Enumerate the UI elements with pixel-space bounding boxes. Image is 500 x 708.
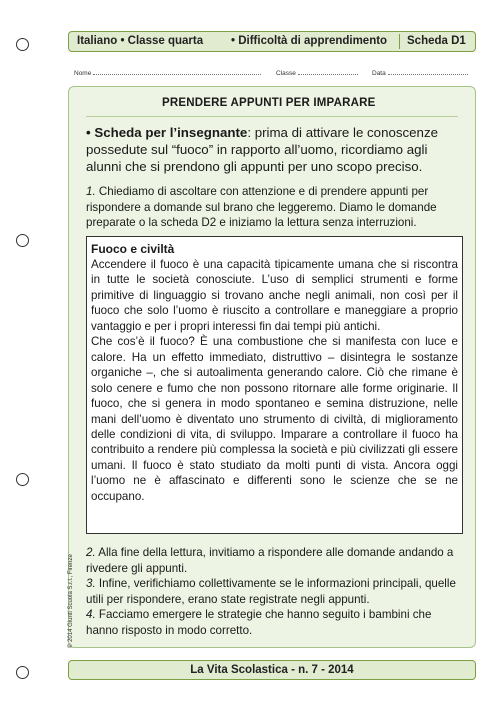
reading-title: Fuoco e civiltà (91, 242, 175, 256)
class-field[interactable] (298, 68, 358, 75)
reading-box (86, 236, 463, 534)
name-label: Nome (74, 70, 92, 77)
class-label: Classe (276, 70, 296, 77)
teacher-note-label: • Scheda per l’insegnante (86, 125, 248, 140)
step-text: Alla fine della lettura, invitiamo a rispondere alle domande andando a rivedere gli appunti. (86, 546, 454, 575)
binder-hole (16, 666, 29, 679)
header-bar (68, 31, 476, 52)
step-text: Chiediamo di ascoltare con attenzione e di prendere appunti per rispondere a domande sul brano che leggeremo. Diamo le domande preparate o la scheda D2 e iniziamo la lettura senza interruzioni. (86, 185, 437, 229)
date-label: Data (372, 70, 386, 77)
name-field[interactable] (93, 68, 261, 75)
footer-text: La Vita Scolastica - n. 7 - 2014 (190, 664, 354, 676)
step-text: Infine, verifichiamo collettivamente se le informazioni principali, quelle utili per rispondere, erano state registrate negli appunti. (86, 577, 456, 606)
step-text: Facciamo emergere le strategie che hanno seguito i bambini che hanno risposto in modo corretto. (86, 608, 432, 637)
sheet-label: Scheda D1 (407, 35, 466, 47)
header-subject: Italiano • Classe quarta (77, 35, 204, 47)
step-number: 1. (86, 185, 96, 198)
date-field[interactable] (388, 68, 468, 75)
step-3 (86, 576, 464, 607)
binder-hole (16, 234, 29, 247)
title-divider (86, 116, 458, 117)
class-field-row (276, 68, 358, 77)
name-field-row (74, 68, 261, 77)
reading-paragraph-1: Accendere il fuoco è una capacità tipicamente umana che si riscontra in tutte le società conosciute. L’uso di semplici strumenti e forme primitive di linguaggio si trovano anche negli animali, non così per il fuoco che solo l’uomo è riuscito a controllare e maneggiare a proprio vantaggio e per i propri interessi fin dai tempi più antichi. (91, 258, 458, 333)
reading-paragraph-2: Che cos’è il fuoco? È una combustione che si manifesta con luce e calore. Ha un effetto immediato, distruttivo – disintegra le sostanze organiche –, che si autoalimenta generando calore. Ciò che rimane è solo cenere e fumo che non possono ritornare alle forme originarie. Il fuoco, che si genera in modo spontaneo e semina distruzione, nelle mani dell’uomo è diventato uno strumento di civiltà, di miglioramento delle condizioni di vita, di sviluppo. Imparare a controllare il fuoco ha contribuito a rendere più complessa la società e più civilizzati gli essere umani. Il fuoco è stato studiato da molti punti di vista. Ancora oggi l’uomo ne è affascinato e differenti sono le scienze che se ne occupano. (91, 335, 458, 503)
step-number: 2. (86, 546, 96, 559)
step-number: 4. (86, 608, 96, 621)
step-number: 3. (86, 577, 96, 590)
date-field-row (372, 68, 468, 77)
footer-bar (68, 660, 476, 680)
teacher-note-text: : prima di attivare le conoscenze possedute sul “fuoco” in rapporto all’uomo, ricordiamo agli alunni che si prendono gli appunti per uno scopo preciso. (86, 125, 438, 174)
header-topic: • Difficoltà di apprendimento (231, 35, 388, 47)
step-2 (86, 545, 464, 576)
teacher-note (86, 124, 464, 175)
header-divider (399, 34, 400, 49)
copyright-notice: © 2014 Giunti Scuola S.r.l., Firenze (68, 554, 74, 648)
reading-body (91, 257, 458, 504)
step-4 (86, 607, 464, 638)
binder-hole (16, 38, 29, 51)
step-1 (86, 184, 464, 231)
binder-hole (16, 473, 29, 486)
